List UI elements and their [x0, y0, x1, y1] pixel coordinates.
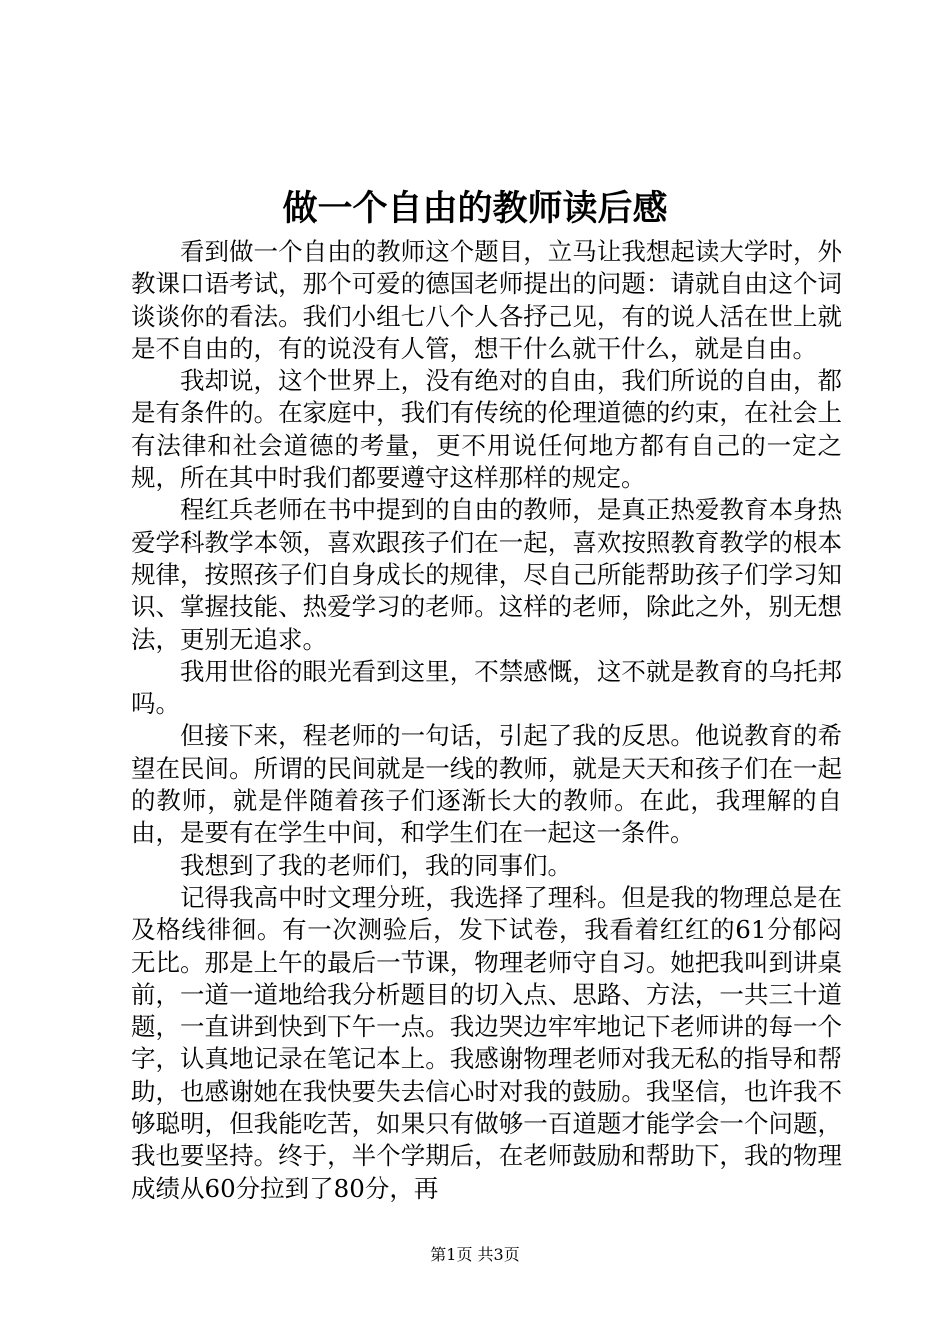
paragraph: 程红兵老师在书中提到的自由的教师，是真正热爱教育本身热爱学科教学本领，喜欢跟孩子们在一起，喜欢按照教育教学的根本规律，按照孩子们自身成长的规律，尽自己所能帮助孩子们学习知识、掌握技能、热爱学习的老师。这样的老师，除此之外，别无想法，更别无追求。 [131, 495, 842, 654]
page-number-footer: 第1页 共3页 [430, 1245, 520, 1264]
paragraph: 记得我高中时文理分班，我选择了理科。但是我的物理总是在及格线徘徊。有一次测验后，发下试卷，我看着红红的61分郁闷无比。那是上午的最后一节课，物理老师守自习。她把我叫到讲桌前，一道一道地给我分析题目的切入点、思路、方法，一共三十道题，一直讲到快到下午一点。我边哭边牢牢地记下老师讲的每一个字，认真地记录在笔记本上。我感谢物理老师对我无私的指导和帮助，也感谢她在我快要失去信心时对我的鼓励。我坚信，也许我不够聪明，但我能吃苦，如果只有做够一百道题才能学会一个问题，我也要坚持。终于，半个学期后，在老师鼓励和帮助下，我的物理成绩从60分拉到了80分，再 [131, 882, 842, 1203]
paragraph: 我却说，这个世界上，没有绝对的自由，我们所说的自由，都是有条件的。在家庭中，我们有传统的伦理道德的约束，在社会上有法律和社会道德的考量，更不用说任何地方都有自己的一定之规，所在其中时我们都要遵守这样那样的规定。 [131, 366, 842, 493]
paragraph: 但接下来，程老师的一句话，引起了我的反思。他说教育的希望在民间。所谓的民间就是一线的教师，就是天天和孩子们在一起的教师，就是伴随着孩子们逐渐长大的教师。在此，我理解的自由，是要有在学生中间，和学生们在一起这一条件。 [131, 721, 842, 848]
paragraph: 我想到了我的老师们，我的同事们。 [180, 850, 572, 880]
document-title: 做一个自由的教师读后感 [282, 188, 668, 229]
paragraph: 我用世俗的眼光看到这里，不禁感慨，这不就是教育的乌托邦吗。 [131, 656, 842, 719]
paragraph: 看到做一个自由的教师这个题目，立马让我想起读大学时，外教课口语考试，那个可爱的德国老师提出的问题：请就自由这个词谈谈你的看法。我们小组七八个人各抒己见，有的说人活在世上就是不自由的，有的说没有人管，想干什么就干什么，就是自由。 [131, 237, 842, 363]
document-body [131, 236, 842, 1205]
